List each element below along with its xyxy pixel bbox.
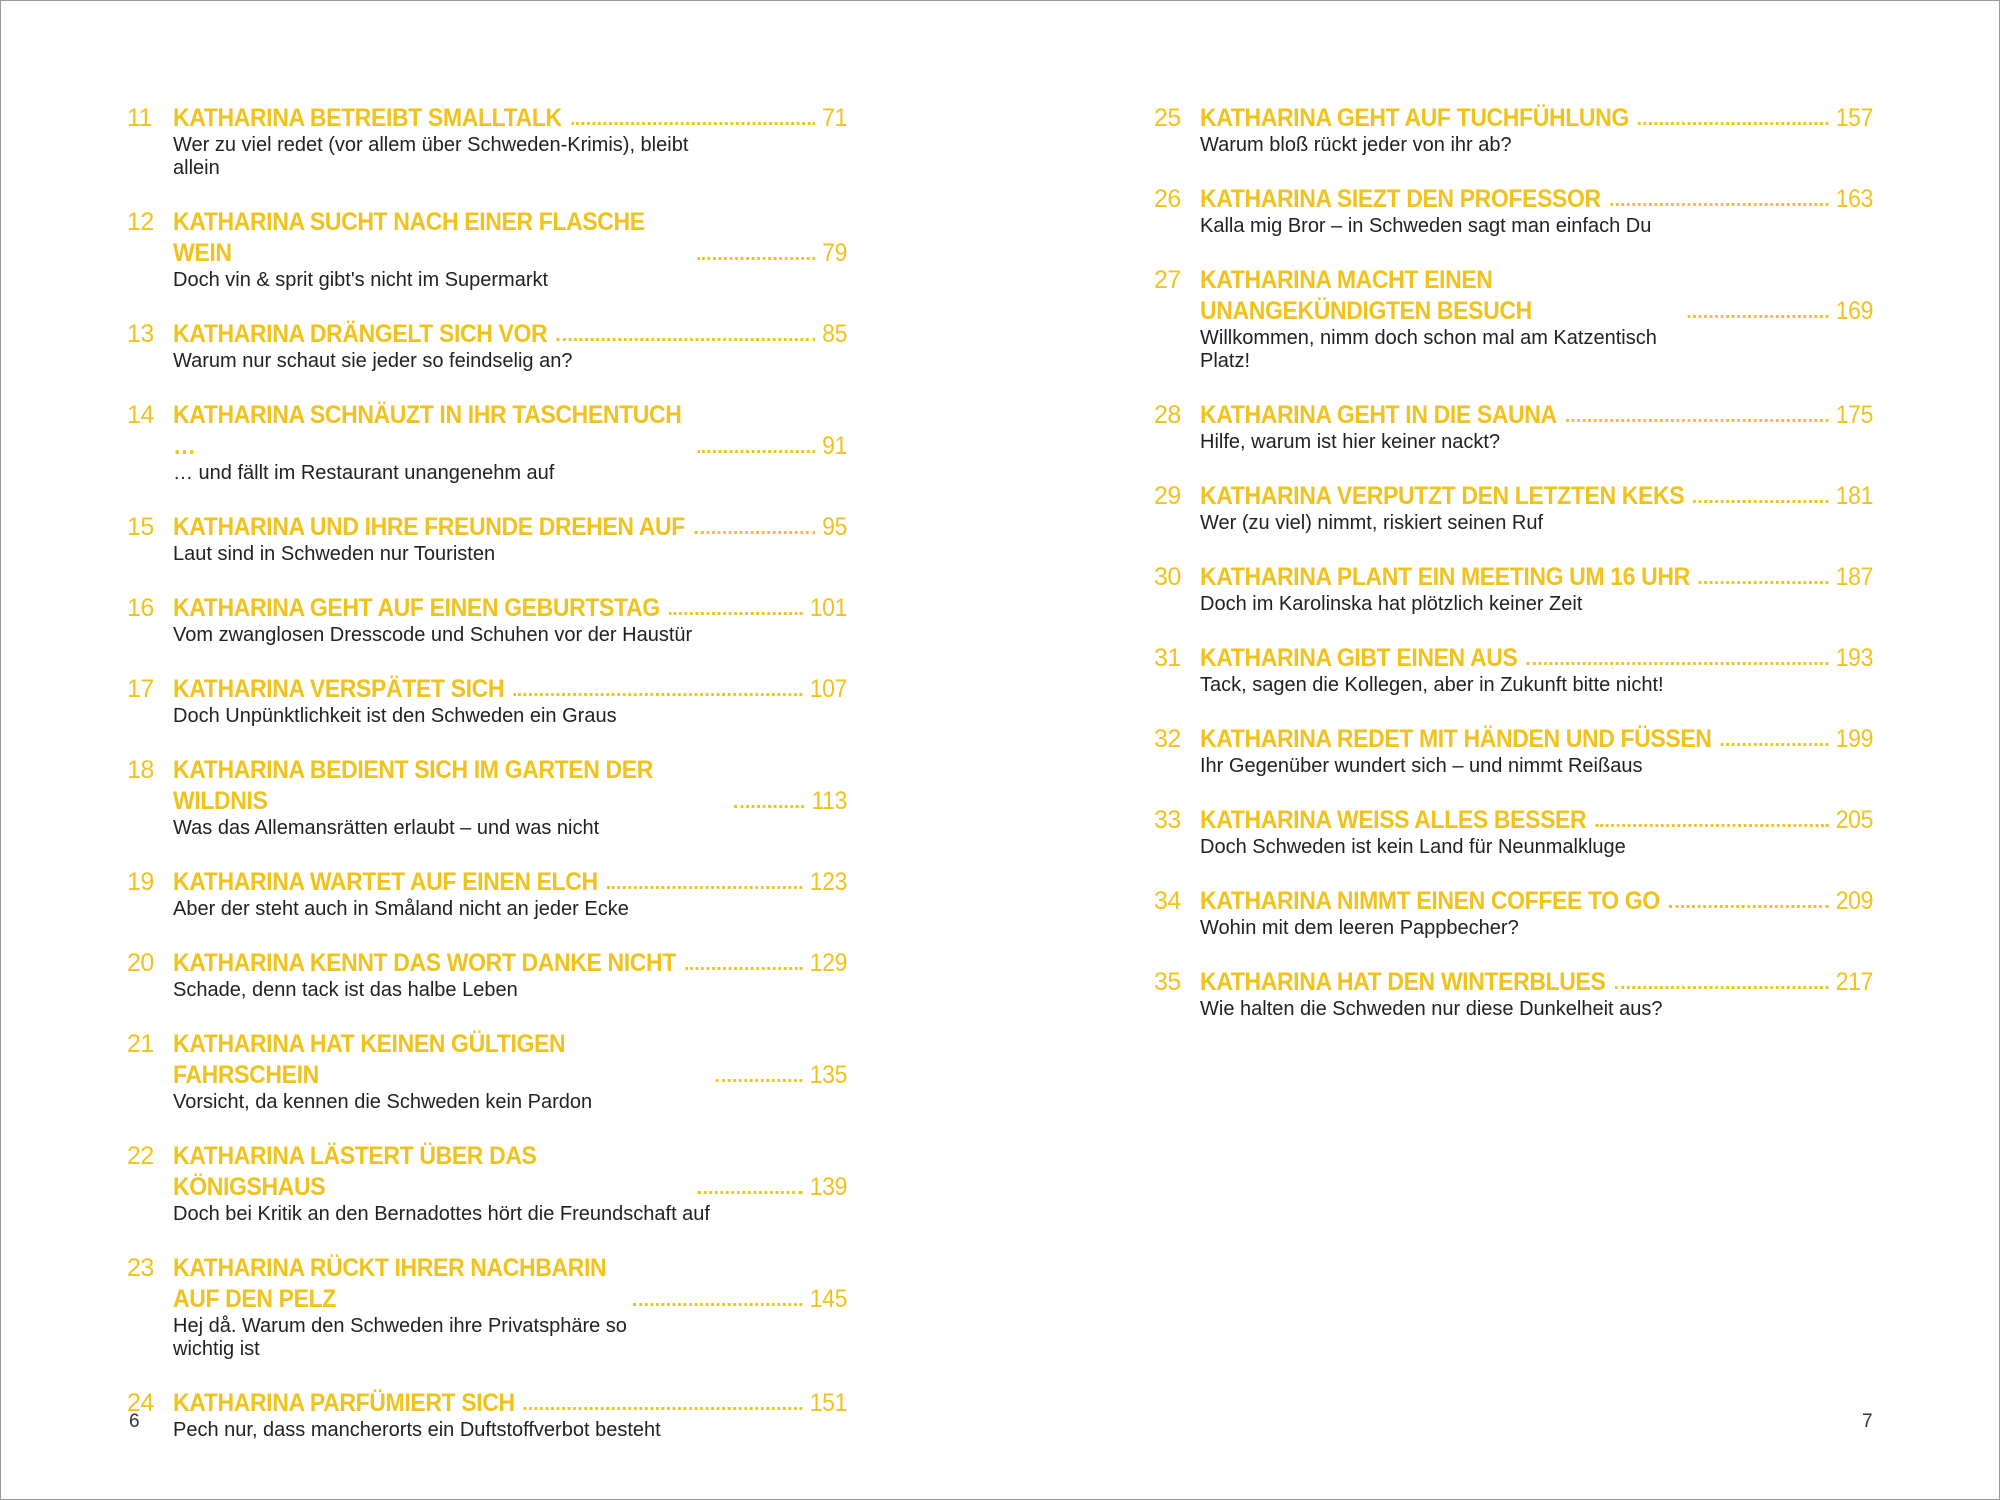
chapter-title: KATHARINA DRÄNGELT SICH VOR: [173, 320, 548, 348]
dot-leader: [1610, 203, 1828, 206]
chapter-title-row: [1200, 103, 1873, 134]
chapter-title-row: [1200, 562, 1873, 593]
chapter-page: 135: [809, 1061, 848, 1089]
chapter-title: KATHARINA VERSPÄTET SICH: [173, 675, 505, 703]
chapter-title-row: [173, 207, 847, 269]
dot-leader: [1638, 122, 1828, 125]
chapter-subtitle: Ihr Gegenüber wundert sich – und nimmt Reißaus: [1200, 755, 1643, 777]
chapter-page: 71: [822, 104, 848, 132]
chapter-title-row: [173, 319, 847, 350]
chapter-subtitle: Wie halten die Schweden nur diese Dunkelheit aus?: [1200, 998, 1663, 1020]
toc-entry: [127, 512, 847, 566]
chapter-title: KATHARINA SCHNÄUZT IN IHR TASCHENTUCH …: [173, 401, 682, 460]
chapter-title-row: [173, 1253, 847, 1315]
chapter-title-row: [1200, 967, 1873, 998]
toc-entry: [127, 948, 847, 1002]
chapter-subtitle: Kalla mig Bror – in Schweden sagt man einfach Du: [1200, 215, 1652, 237]
chapter-number: 15: [127, 513, 154, 541]
dot-leader: [1699, 581, 1828, 584]
chapter-page: 217: [1835, 968, 1874, 996]
chapter-subtitle: Wer zu viel redet (vor allem über Schweden-Krimis), bleibt allein: [173, 134, 689, 179]
chapter-title: KATHARINA UND IHRE FREUNDE DREHEN AUF: [173, 513, 685, 541]
chapter-title: KATHARINA MACHT EINEN UNANGEKÜNDIGTEN BESUCH: [1200, 266, 1532, 325]
chapter-subtitle: Was das Allemansrätten erlaubt – und was nicht: [173, 817, 600, 839]
toc-entry: [1154, 886, 1873, 940]
dot-leader: [697, 450, 814, 453]
chapter-page: 123: [809, 868, 848, 896]
dot-leader: [1693, 500, 1828, 503]
toc-entry: [127, 867, 847, 921]
chapter-title-row: [1200, 724, 1873, 755]
chapter-title-row: [173, 867, 847, 898]
dot-leader: [571, 122, 815, 125]
chapter-subtitle: Warum bloß rückt jeder von ihr ab?: [1200, 134, 1512, 156]
chapter-subtitle: Doch Unpünktlichkeit ist den Schweden ein Graus: [173, 705, 617, 727]
chapter-title: KATHARINA GIBT EINEN AUS: [1200, 644, 1518, 672]
page-number-left: 6: [129, 1411, 140, 1432]
chapter-page: 175: [1835, 401, 1874, 429]
chapter-page: 209: [1835, 887, 1874, 915]
chapter-title: KATHARINA HAT DEN WINTERBLUES: [1200, 968, 1606, 996]
chapter-number: 27: [1154, 266, 1181, 294]
chapter-title: KATHARINA GEHT IN DIE SAUNA: [1200, 401, 1557, 429]
chapter-page: 91: [822, 432, 848, 460]
chapter-page: 151: [809, 1389, 848, 1417]
chapter-title-row: [1200, 265, 1873, 327]
chapter-subtitle: Vom zwanglosen Dresscode und Schuhen vor der Haustür: [173, 624, 693, 646]
toc-entry: [127, 103, 847, 180]
chapter-number: 30: [1154, 563, 1181, 591]
chapter-title: KATHARINA PARFÜMIERT SICH: [173, 1389, 515, 1417]
chapter-subtitle: Hej då. Warum den Schweden ihre Privatsphäre so wichtig ist: [173, 1315, 627, 1360]
right-page: [1000, 1, 1999, 1499]
chapter-title-row: [1200, 805, 1873, 836]
chapter-title-row: [173, 755, 847, 817]
chapter-title-row: [173, 1029, 847, 1091]
chapter-number: 29: [1154, 482, 1181, 510]
chapter-title-row: [173, 400, 847, 462]
chapter-subtitle: Doch im Karolinska hat plötzlich keiner Zeit: [1200, 593, 1583, 615]
chapter-number: 26: [1154, 185, 1181, 213]
chapter-number: 19: [127, 868, 154, 896]
chapter-subtitle: Willkommen, nimm doch schon mal am Katzentisch Platz!: [1200, 327, 1657, 372]
chapter-title-row: [1200, 400, 1873, 431]
dot-leader: [697, 1191, 802, 1194]
chapter-subtitle: Wer (zu viel) nimmt, riskiert seinen Ruf: [1200, 512, 1544, 534]
toc-entry: [127, 319, 847, 373]
chapter-title-row: [1200, 184, 1873, 215]
chapter-page: 157: [1835, 104, 1874, 132]
dot-leader: [694, 531, 815, 534]
chapter-page: 139: [809, 1173, 848, 1201]
dot-leader: [716, 1079, 803, 1082]
dot-leader: [669, 612, 802, 615]
chapter-page: 205: [1835, 806, 1874, 834]
chapter-page: 113: [811, 787, 848, 815]
dot-leader: [633, 1303, 802, 1306]
toc-entry: [1154, 643, 1873, 697]
chapter-subtitle: Doch vin & sprit gibt's nicht im Supermarkt: [173, 269, 549, 291]
chapter-subtitle: Laut sind in Schweden nur Touristen: [173, 543, 496, 565]
chapter-number: 21: [127, 1030, 154, 1058]
chapter-page: 145: [809, 1285, 848, 1313]
chapter-title-row: [173, 593, 847, 624]
left-page: [1, 1, 1000, 1499]
chapter-title-row: [1200, 886, 1873, 917]
chapter-title: KATHARINA LÄSTERT ÜBER DAS KÖNIGSHAUS: [173, 1142, 537, 1201]
chapter-number: 18: [127, 756, 154, 784]
chapter-title-row: [173, 103, 847, 134]
dot-leader: [607, 886, 802, 889]
toc-entry: [127, 755, 847, 840]
chapter-title: KATHARINA VERPUTZT DEN LETZTEN KEKS: [1200, 482, 1685, 510]
chapter-subtitle: Vorsicht, da kennen die Schweden kein Pardon: [173, 1091, 593, 1113]
chapter-title: KATHARINA GEHT AUF TUCHFÜHLUNG: [1200, 104, 1629, 132]
toc-list-left: [127, 103, 847, 1469]
chapter-number: 33: [1154, 806, 1181, 834]
dot-leader: [556, 338, 814, 341]
chapter-number: 20: [127, 949, 154, 977]
chapter-subtitle: Doch Schweden ist kein Land für Neunmalkluge: [1200, 836, 1626, 858]
page-number-right: 7: [1862, 1411, 1873, 1432]
dot-leader: [1595, 824, 1828, 827]
chapter-title-row: [173, 1141, 847, 1203]
dot-leader: [685, 967, 802, 970]
chapter-page: 95: [822, 513, 848, 541]
chapter-title-row: [173, 948, 847, 979]
chapter-number: 16: [127, 594, 154, 622]
chapter-number: 22: [127, 1142, 154, 1170]
toc-entry: [127, 593, 847, 647]
toc-entry: [127, 1388, 847, 1442]
chapter-subtitle: … und fällt im Restaurant unangenehm auf: [173, 462, 555, 484]
chapter-subtitle: Wohin mit dem leeren Pappbecher?: [1200, 917, 1519, 939]
chapter-title: KATHARINA KENNT DAS WORT DANKE NICHT: [173, 949, 676, 977]
chapter-title: KATHARINA RÜCKT IHRER NACHBARIN AUF DEN PELZ: [173, 1254, 607, 1313]
dot-leader: [1566, 419, 1828, 422]
chapter-page: 187: [1835, 563, 1874, 591]
chapter-page: 107: [809, 675, 848, 703]
toc-entry: [127, 207, 847, 292]
chapter-page: 193: [1835, 644, 1874, 672]
chapter-number: 17: [127, 675, 154, 703]
chapter-number: 35: [1154, 968, 1181, 996]
chapter-number: 32: [1154, 725, 1181, 753]
toc-entry: [127, 400, 847, 485]
chapter-page: 169: [1835, 297, 1874, 325]
chapter-title: KATHARINA HAT KEINEN GÜLTIGEN FAHRSCHEIN: [173, 1030, 566, 1089]
toc-entry: [1154, 724, 1873, 778]
toc-list-right: [1154, 103, 1873, 1048]
toc-entry: [1154, 967, 1873, 1021]
toc-entry: [1154, 400, 1873, 454]
chapter-title: KATHARINA NIMMT EINEN COFFEE TO GO: [1200, 887, 1660, 915]
chapter-title: KATHARINA PLANT EIN MEETING UM 16 UHR: [1200, 563, 1690, 591]
chapter-page: 101: [809, 594, 848, 622]
chapter-title: KATHARINA GEHT AUF EINEN GEBURTSTAG: [173, 594, 660, 622]
chapter-page: 129: [809, 949, 848, 977]
chapter-title: KATHARINA SUCHT NACH EINER FLASCHE WEIN: [173, 208, 645, 267]
toc-entry: [127, 1141, 847, 1226]
dot-leader: [1669, 905, 1828, 908]
chapter-subtitle: Doch bei Kritik an den Bernadottes hört die Freundschaft auf: [173, 1203, 710, 1225]
chapter-subtitle: Schade, denn tack ist das halbe Leben: [173, 979, 518, 1001]
chapter-page: 163: [1835, 185, 1874, 213]
chapter-subtitle: Warum nur schaut sie jeder so feindselig an?: [173, 350, 573, 372]
toc-entry: [127, 1253, 847, 1361]
chapter-title-row: [173, 1388, 847, 1419]
toc-entry: [127, 674, 847, 728]
dot-leader: [697, 257, 814, 260]
toc-entry: [127, 1029, 847, 1114]
chapter-title: KATHARINA REDET MIT HÄNDEN UND FÜSSEN: [1200, 725, 1712, 753]
chapter-title-row: [1200, 643, 1873, 674]
chapter-subtitle: Tack, sagen die Kollegen, aber in Zukunft bitte nicht!: [1200, 674, 1664, 696]
chapter-page: 79: [822, 239, 848, 267]
chapter-number: 13: [127, 320, 154, 348]
chapter-title-row: [173, 674, 847, 705]
dot-leader: [1721, 743, 1829, 746]
toc-entry: [1154, 265, 1873, 373]
chapter-title: KATHARINA WARTET AUF EINEN ELCH: [173, 868, 598, 896]
chapter-title: KATHARINA BETREIBT SMALLTALK: [173, 104, 562, 132]
chapter-title-row: [1200, 481, 1873, 512]
chapter-page: 85: [822, 320, 848, 348]
chapter-title: KATHARINA WEISS ALLES BESSER: [1200, 806, 1587, 834]
chapter-number: 31: [1154, 644, 1181, 672]
dot-leader: [513, 693, 802, 696]
chapter-number: 28: [1154, 401, 1181, 429]
chapter-subtitle: Pech nur, dass mancherorts ein Duftstoffverbot besteht: [173, 1419, 661, 1441]
toc-entry: [1154, 805, 1873, 859]
chapter-number: 12: [127, 208, 154, 236]
toc-entry: [1154, 103, 1873, 157]
chapter-subtitle: Hilfe, warum ist hier keiner nackt?: [1200, 431, 1501, 453]
chapter-number: 25: [1154, 104, 1181, 132]
chapter-number: 24: [127, 1389, 154, 1417]
dot-leader: [524, 1407, 802, 1410]
chapter-title: KATHARINA BEDIENT SICH IM GARTEN DER WILDNIS: [173, 756, 653, 815]
chapter-number: 23: [127, 1254, 154, 1282]
chapter-number: 14: [127, 401, 154, 429]
dot-leader: [1688, 315, 1829, 318]
toc-entry: [1154, 184, 1873, 238]
chapter-subtitle: Aber der steht auch in Småland nicht an jeder Ecke: [173, 898, 629, 920]
toc-entry: [1154, 481, 1873, 535]
chapter-title-row: [173, 512, 847, 543]
chapter-page: 199: [1835, 725, 1874, 753]
dot-leader: [734, 805, 804, 808]
dot-leader: [1527, 662, 1829, 665]
chapter-title: KATHARINA SIEZT DEN PROFESSOR: [1200, 185, 1601, 213]
dot-leader: [1615, 986, 1829, 989]
toc-entry: [1154, 562, 1873, 616]
chapter-number: 34: [1154, 887, 1181, 915]
chapter-page: 181: [1835, 482, 1874, 510]
chapter-number: 11: [127, 104, 152, 132]
